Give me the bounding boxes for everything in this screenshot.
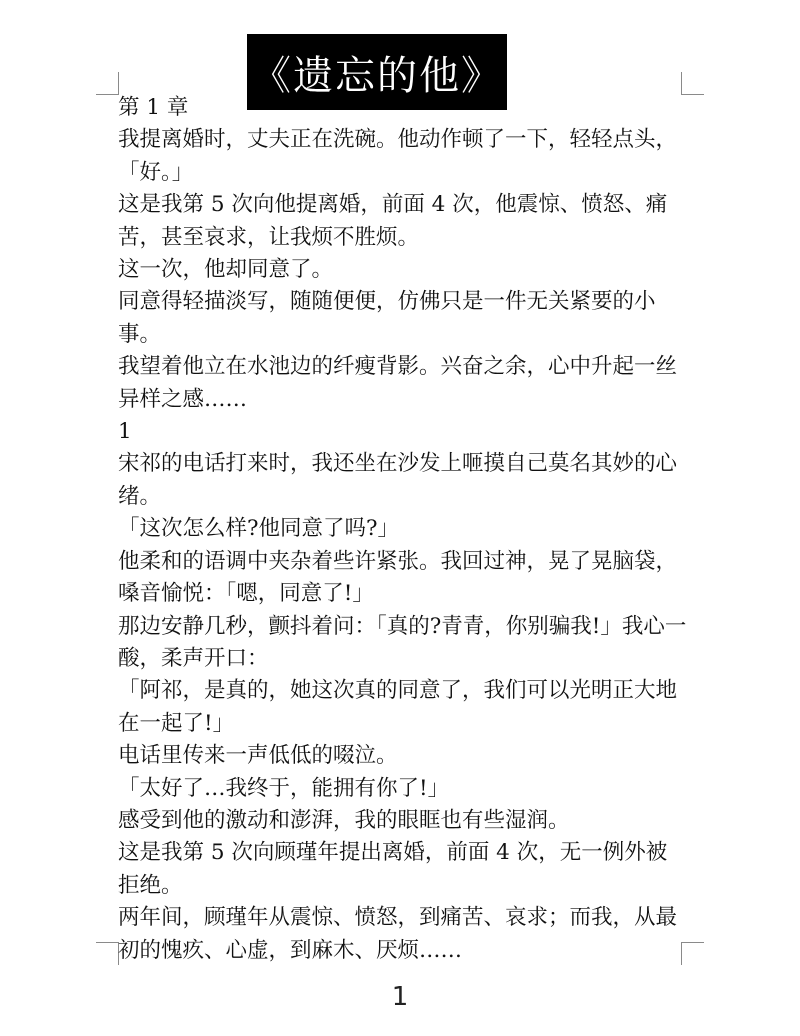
paragraph: 我望着他立在水池边的纤瘦背影。兴奋之余，心中升起一丝异样之感…… xyxy=(118,354,678,412)
paragraph: 电话里传来一声低低的啜泣。 xyxy=(118,743,398,769)
paragraph: 「阿祁，是真的，她这次真的同意了，我们可以光明正大地在一起了!」 xyxy=(118,678,678,736)
paragraph: 「太好了…我终于，能拥有你了!」 xyxy=(118,775,450,801)
paragraph: 那边安静几秒，颤抖着问：「真的?青青，你别骗我!」我心一酸，柔声开口： xyxy=(118,613,687,671)
paragraph: 这一次，他却同意了。 xyxy=(118,257,334,283)
document-body xyxy=(118,92,688,967)
paragraph: 「这次怎么样?他同意了吗?」 xyxy=(118,516,400,542)
paragraph: 他柔和的语调中夹杂着些许紧张。我回过神，晃了晃脑袋，嗓音愉悦：「嗯，同意了!」 xyxy=(118,548,678,607)
paragraph: 我提离婚时，丈夫正在洗碗。他动作顿了一下，轻轻点头，「好。」 xyxy=(118,127,678,185)
margin-corner-top-left xyxy=(96,72,119,95)
paragraph: 两年间，顾瑾年从震惊、愤怒，到痛苦、哀求；而我，从最初的愧疚、心虚，到麻木、厌烦…… xyxy=(118,905,678,963)
section-number: 1 xyxy=(118,419,132,445)
paragraph: 这是我第 5 次向顾瑾年提出离婚，前面 4 次，无一例外被拒绝。 xyxy=(118,840,668,898)
document-title: 《遗忘的他》 xyxy=(251,52,503,99)
paragraph: 同意得轻描淡写，随随便便，仿佛只是一件无关紧要的小事。 xyxy=(118,289,656,347)
margin-corner-bottom-left xyxy=(96,942,119,965)
chapter-heading: 第 1 章 xyxy=(118,95,189,120)
paragraph: 宋祁的电话打来时，我还坐在沙发上咂摸自己莫名其妙的心绪。 xyxy=(118,451,678,509)
paragraph: 感受到他的激动和澎湃，我的眼眶也有些湿润。 xyxy=(118,807,570,833)
paragraph: 这是我第 5 次向他提离婚，前面 4 次，他震惊、愤怒、痛苦，甚至哀求，让我烦不胜烦。 xyxy=(118,192,668,250)
page-number: 1 xyxy=(391,982,409,1012)
